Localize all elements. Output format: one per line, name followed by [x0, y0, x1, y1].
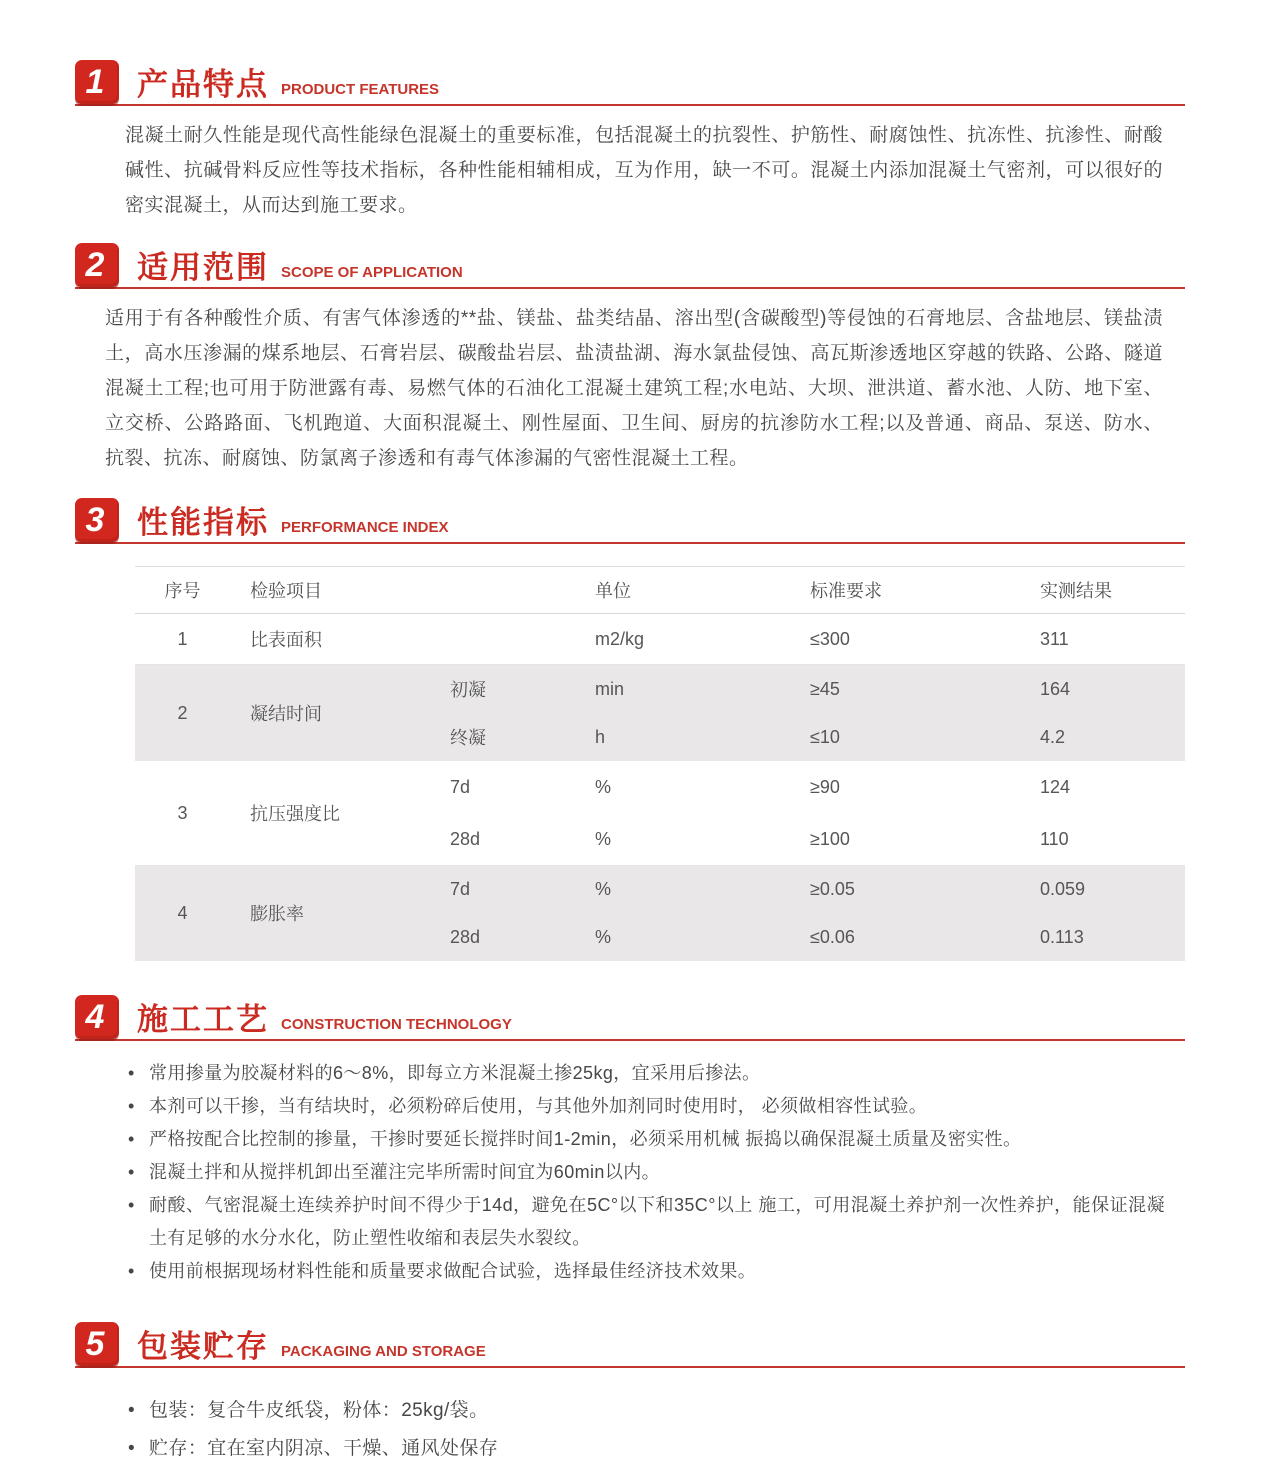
- section-subtitle: PRODUCT FEATURES: [281, 81, 440, 98]
- cell-result: 124: [1040, 776, 1071, 797]
- section-header-product-features: [75, 52, 1185, 106]
- cell-unit: %: [595, 828, 612, 849]
- cell-sub: [415, 614, 555, 664]
- header-cell-no: 序号: [164, 581, 201, 601]
- header-cell-standard: 标准要求: [810, 581, 882, 601]
- section-number: 5: [85, 1325, 105, 1363]
- cell-item: 凝结时间: [250, 704, 322, 724]
- construction-bullet-list: [125, 1057, 1165, 1288]
- cell-result: 311: [1040, 628, 1069, 649]
- section-number-badge: [75, 498, 119, 542]
- cell-sub: 终凝: [450, 728, 486, 748]
- section-product-features: [75, 52, 1185, 223]
- cell-sub: 28d: [450, 828, 481, 849]
- product-features-paragraph: 混凝土耐久性能是现代高性能绿色混凝土的重要标准，包括混凝土的抗裂性、护筋性、耐腐蚀性、抗冻性、抗渗性、耐酸碱性、抗碱骨料反应性等技术指标，各种性能相辅相成，互为作用，缺一不可。混凝土内添加混凝土气密剂，可以很好的密实混凝土，从而达到施工要求。: [125, 125, 1163, 216]
- cell-standard: ≥45: [810, 678, 840, 699]
- cell-item: 比表面积: [250, 630, 322, 650]
- cell-sub: 7d: [450, 776, 471, 797]
- table-row-compressive-strength-ratio: [135, 761, 1185, 865]
- section-title: 施工工艺: [137, 1002, 269, 1037]
- bullet-item: • 本剂可以干掺，当有结块时，必须粉碎后使用，与其他外加剂同时使用时， 必须做相容性试验。: [125, 1090, 1165, 1123]
- table-row-specific-surface: [135, 614, 1185, 665]
- cell-no: 1: [177, 628, 188, 649]
- cell-sub: 28d: [450, 926, 481, 947]
- section-number: 1: [85, 63, 105, 101]
- header-cell-unit: 单位: [595, 581, 631, 601]
- section-header-construction: [75, 987, 1185, 1041]
- section-number-badge: [75, 995, 119, 1039]
- section-header-packaging: [75, 1314, 1185, 1368]
- cell-unit: %: [595, 926, 612, 947]
- header-cell-sub: [415, 567, 555, 613]
- bullet-item: • 贮存：宜在室内阴凉、干燥、通风处保存: [125, 1430, 1165, 1468]
- cell-standard: ≥100: [810, 828, 850, 849]
- section-subtitle: PERFORMANCE INDEX: [281, 519, 449, 536]
- cell-item: 膨胀率: [250, 904, 304, 924]
- cell-standard: ≤300: [810, 628, 850, 649]
- cell-standard: ≤0.06: [810, 926, 855, 947]
- section-title: 产品特点: [137, 67, 269, 102]
- cell-sub: 7d: [450, 878, 471, 899]
- cell-standard: ≤10: [810, 726, 840, 747]
- cell-no: 4: [177, 902, 188, 923]
- section-number: 3: [85, 501, 105, 539]
- bullet-item: • 包装：复合牛皮纸袋，粉体：25kg/袋。: [125, 1392, 1165, 1430]
- cell-no: 3: [177, 802, 188, 823]
- section-title: 性能指标: [137, 505, 269, 540]
- cell-no: 2: [177, 702, 188, 723]
- section-construction-technology: [75, 987, 1185, 1288]
- section-subtitle: CONSTRUCTION TECHNOLOGY: [281, 1016, 512, 1033]
- cell-result: 164: [1040, 678, 1071, 699]
- section-title: 包装贮存: [137, 1329, 269, 1364]
- cell-item: 抗压强度比: [250, 804, 340, 824]
- section-header-performance: [75, 490, 1185, 544]
- bullet-item: • 常用掺量为胶凝材料的6～8%，即每立方米混凝土掺25kg，宜采用后掺法。: [125, 1057, 1165, 1090]
- cell-sub: 初凝: [450, 680, 486, 700]
- bullet-item: • 严格按配合比控制的掺量，干掺时要延长搅拌时间1-2min，必须采用机械 振捣以确保混凝土质量及密实性。: [125, 1123, 1165, 1156]
- section-title: 适用范围: [137, 250, 269, 285]
- cell-result: 4.2: [1040, 726, 1066, 747]
- cell-result: 0.113: [1040, 926, 1084, 947]
- bullet-item: • 混凝土拌和从搅拌机卸出至灌注完毕所需时间宜为60min以内。: [125, 1156, 1165, 1189]
- table-row-setting-time: [135, 665, 1185, 761]
- header-cell-item: 检验项目: [250, 581, 322, 601]
- scope-paragraph: 适用于有各种酸性介质、有害气体渗透的**盐、镁盐、盐类结晶、溶出型(含碳酸型)等侵蚀的石膏地层、含盐地层、镁盐渍土，高水压渗漏的煤系地层、石膏岩层、碳酸盐岩层、盐渍盐湖、海水氯盐侵蚀、高瓦斯渗透地区穿越的铁路、公路、隧道混凝土工程;也可用于防泄露有毒、易燃气体的石油化工混凝土建筑工程;水电站、大坝、泄洪道、蓄水池、人防、地下室、立交桥、公路路面、飞机跑道、大面积混凝土、刚性屋面、卫生间、厨房的抗渗防水工程;以及普通、商品、泵送、防水、抗裂、抗冻、耐腐蚀、防氯离子渗透和有毒气体渗漏的气密性混凝土工程。: [105, 308, 1163, 469]
- cell-unit: m2/kg: [595, 628, 645, 649]
- section-packaging-storage: [75, 1314, 1185, 1468]
- section-number-badge: [75, 243, 119, 287]
- section-number-badge: [75, 1322, 119, 1366]
- table-row-expansion-rate: [135, 865, 1185, 961]
- cell-unit: h: [595, 726, 606, 747]
- table-header-row: [135, 567, 1185, 614]
- packaging-bullet-list: [125, 1392, 1165, 1468]
- performance-table: [135, 566, 1185, 961]
- cell-standard: ≥0.05: [810, 878, 855, 899]
- section-number: 2: [85, 246, 105, 284]
- cell-unit: %: [595, 878, 612, 899]
- section-header-scope: [75, 235, 1185, 289]
- header-cell-result: 实测结果: [1040, 581, 1112, 601]
- section-subtitle: PACKAGING AND STORAGE: [281, 1343, 486, 1360]
- section-scope-of-application: [75, 235, 1185, 476]
- section-performance-index: [75, 490, 1185, 961]
- cell-standard: ≥90: [810, 776, 840, 797]
- cell-unit: min: [595, 678, 625, 699]
- bullet-item: • 耐酸、气密混凝土连续养护时间不得少于14d，避免在5C°以下和35C°以上 施工，可用混凝土养护剂一次性养护，能保证混凝土有足够的水分水化，防止塑性收缩和表层失水裂纹。: [125, 1189, 1165, 1255]
- section-number-badge: [75, 60, 119, 104]
- cell-unit: %: [595, 776, 612, 797]
- bullet-item: • 使用前根据现场材料性能和质量要求做配合试验，选择最佳经济技术效果。: [125, 1255, 1165, 1288]
- cell-result: 110: [1040, 828, 1069, 849]
- section-subtitle: SCOPE OF APPLICATION: [281, 264, 463, 281]
- cell-result: 0.059: [1040, 878, 1086, 899]
- section-number: 4: [85, 998, 105, 1036]
